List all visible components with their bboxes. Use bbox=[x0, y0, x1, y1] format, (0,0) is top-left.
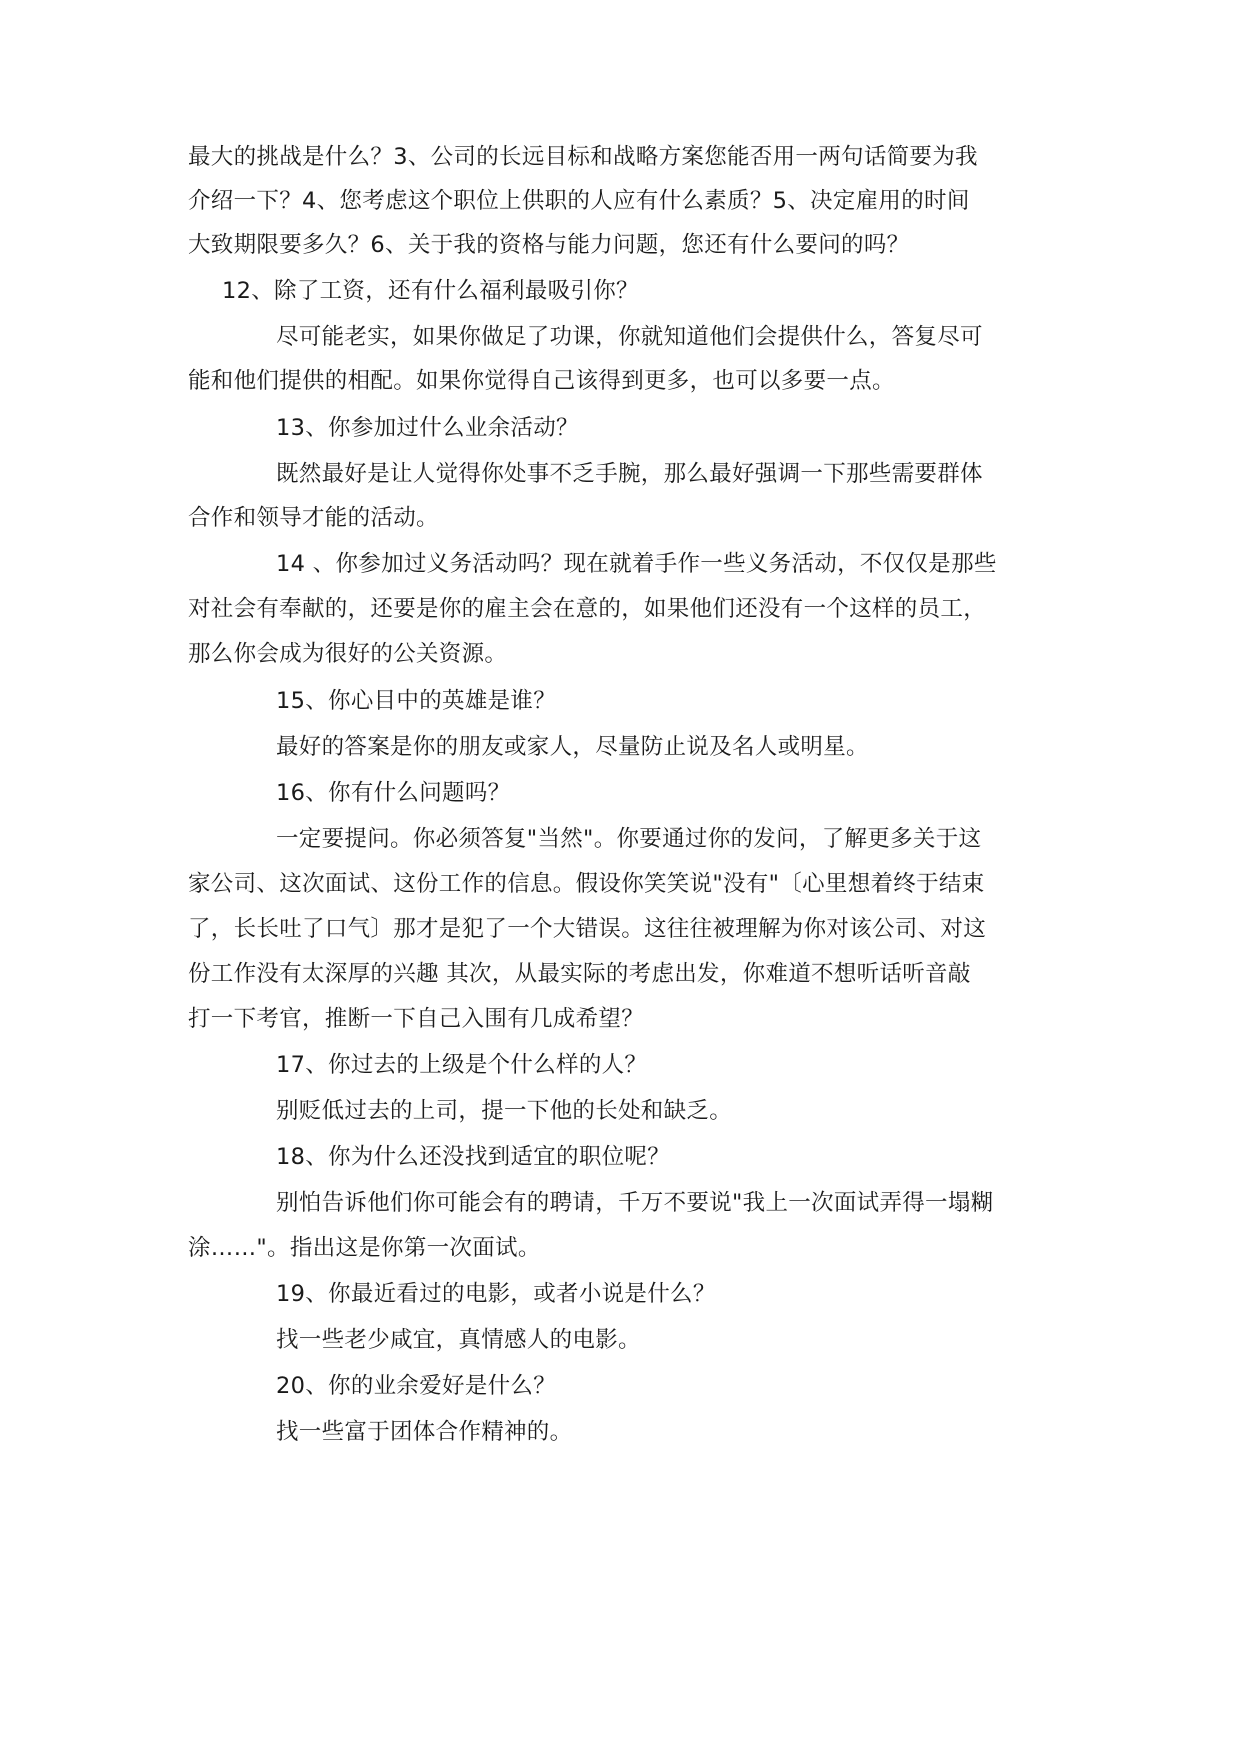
question-heading: 17、你过去的上级是个什么样的人？ bbox=[276, 1052, 648, 1078]
paragraph-line: 找一些富于团体合作精神的。 bbox=[276, 1419, 573, 1445]
paragraph-line: 打一下考官，推断一下自己入围有几成希望？ bbox=[188, 1006, 645, 1032]
question-heading: 12、除了工资，还有什么福利最吸引你？ bbox=[222, 278, 639, 304]
question-heading: 13、你参加过什么业余活动？ bbox=[276, 415, 579, 441]
paragraph-line: 最大的挑战是什么？3、公司的长远目标和战略方案您能否用一两句话简要为我 bbox=[188, 144, 978, 170]
question-heading: 14 、你参加过义务活动吗？现在就着手作一些义务活动，不仅仅是那些 bbox=[276, 551, 997, 577]
question-heading: 20、你的业余爱好是什么？ bbox=[276, 1373, 557, 1399]
paragraph-line: 了，长长吐了口气〕那才是犯了一个大错误。这往往被理解为你对该公司、对这 bbox=[188, 916, 987, 942]
paragraph-line: 最好的答案是你的朋友或家人，尽量防止说及名人或明星。 bbox=[276, 734, 869, 760]
paragraph-line: 别贬低过去的上司，提一下他的长处和缺乏。 bbox=[276, 1098, 733, 1124]
paragraph-line: 合作和领导才能的活动。 bbox=[188, 505, 439, 531]
paragraph-line: 介绍一下？4、您考虑这个职位上供职的人应有什么素质？5、决定雇用的时间 bbox=[188, 188, 970, 214]
paragraph-line: 对社会有奉献的，还要是你的雇主会在意的，如果他们还没有一个这样的员工， bbox=[188, 596, 987, 622]
paragraph-line: 家公司、这次面试、这份工作的信息。假设你笑笑说"没有"〔心里想着终于结束 bbox=[188, 871, 985, 897]
paragraph-line: 找一些老少咸宜，真情感人的电影。 bbox=[276, 1327, 641, 1353]
paragraph-line: 能和他们提供的相配。如果你觉得自己该得到更多，也可以多要一点。 bbox=[188, 368, 895, 394]
question-heading: 19、你最近看过的电影，或者小说是什么？ bbox=[276, 1281, 716, 1307]
paragraph-line: 那么你会成为很好的公关资源。 bbox=[188, 641, 508, 667]
question-heading: 16、你有什么问题吗？ bbox=[276, 780, 511, 806]
paragraph-line: 份工作没有太深厚的兴趣 其次，从最实际的考虑出发，你难道不想听话听音敲 bbox=[188, 961, 971, 987]
paragraph-line: 既然最好是让人觉得你处事不乏手腕，那么最好强调一下那些需要群体 bbox=[276, 461, 983, 487]
paragraph-line: 涂……"。指出这是你第一次面试。 bbox=[188, 1235, 541, 1261]
paragraph-line: 一定要提问。你必须答复"当然"。你要通过你的发问，了解更多关于这 bbox=[276, 826, 982, 852]
paragraph-line: 尽可能老实，如果你做足了功课，你就知道他们会提供什么，答复尽可 bbox=[276, 324, 983, 350]
paragraph-line: 大致期限要多久？6、关于我的资格与能力问题，您还有什么要问的吗？ bbox=[188, 232, 910, 258]
paragraph-line: 别怕告诉他们你可能会有的聘请，千万不要说"我上一次面试弄得一塌糊 bbox=[276, 1190, 994, 1216]
question-heading: 18、你为什么还没找到适宜的职位呢？ bbox=[276, 1144, 671, 1170]
question-heading: 15、你心目中的英雄是谁？ bbox=[276, 688, 557, 714]
